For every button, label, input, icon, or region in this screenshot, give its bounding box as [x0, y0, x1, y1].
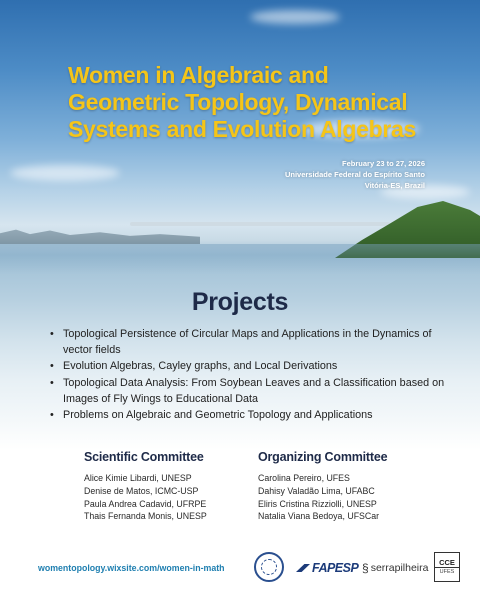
committee-member: Carolina Pereiro, UFES — [258, 473, 350, 483]
cce-logo-text: CCE — [439, 558, 455, 567]
event-title — [68, 62, 468, 143]
event-info — [285, 158, 425, 191]
scientific-committee-heading: Scientific Committee — [84, 450, 204, 464]
committee-member: Paula Andrea Cadavid, UFRPE — [84, 498, 207, 509]
committee-member: Denise de Matos, ICMC-USP — [84, 485, 199, 496]
cloud — [250, 10, 340, 24]
organizing-committee-heading: Organizing Committee — [258, 450, 388, 464]
project-item: • Topological Persistence of Circular Maps and Applications in the Dynamics of vector fields — [50, 326, 460, 358]
event-location: Vitória-ES, Brazil — [364, 181, 425, 190]
bay-water — [0, 244, 480, 274]
project-item: • Problems on Algebraic and Geometric Topology and Applications — [50, 407, 460, 423]
organizing-committee-list — [258, 472, 387, 523]
cloud — [10, 165, 120, 181]
projects-list — [50, 326, 460, 423]
event-university: Universidade Federal do Espírito Santo — [284, 170, 425, 179]
fapesp-logo-text: FAPESP — [312, 561, 359, 575]
committee-member: Thais Fernanda Monis, UNESP — [84, 511, 207, 522]
committee-member: Eliris Cristina Rizziolli, UNESP — [258, 498, 377, 509]
committee-member: Natalia Viana Bedoya, UFSCar — [258, 511, 380, 522]
organizing-committee — [258, 450, 387, 523]
committee-member: Dahisy Valadão Lima, UFABC — [258, 485, 375, 496]
title-line: Women in Algebraic and — [68, 62, 329, 88]
title-line: Geometric Topology, Dynamical — [68, 89, 408, 115]
scientific-committee-list — [84, 472, 207, 523]
fapesp-wing-icon — [296, 564, 310, 572]
serrapilheira-logo-text: serrapilheira — [370, 562, 429, 574]
cce-ufes-logo — [434, 552, 460, 582]
projects-heading: Projects — [191, 288, 289, 316]
ufes-logo-text: UFES — [435, 567, 459, 576]
serrapilheira-icon: § — [362, 561, 369, 575]
title-line: Systems and Evolution Algebras — [68, 116, 417, 142]
seal-inner-icon — [261, 559, 277, 575]
fapesp-logo — [296, 552, 358, 584]
event-dates: February 23 to 27, 2026 — [342, 159, 425, 168]
scientific-committee — [84, 450, 207, 523]
committee-member: Alice Kimie Libardi, UNESP — [84, 473, 192, 483]
website-link[interactable]: womentopology.wixsite.com/women-in-math — [38, 563, 225, 573]
project-item: • Evolution Algebras, Cayley graphs, and Local Derivations — [50, 358, 460, 374]
university-seal-logo — [254, 552, 284, 582]
serrapilheira-logo — [362, 552, 428, 584]
city-skyline — [0, 226, 200, 244]
bridge — [130, 222, 390, 226]
project-item: • Topological Data Analysis: From Soybean Leaves and a Classification based on Images of Fly Wings to Educational Data — [50, 375, 460, 407]
